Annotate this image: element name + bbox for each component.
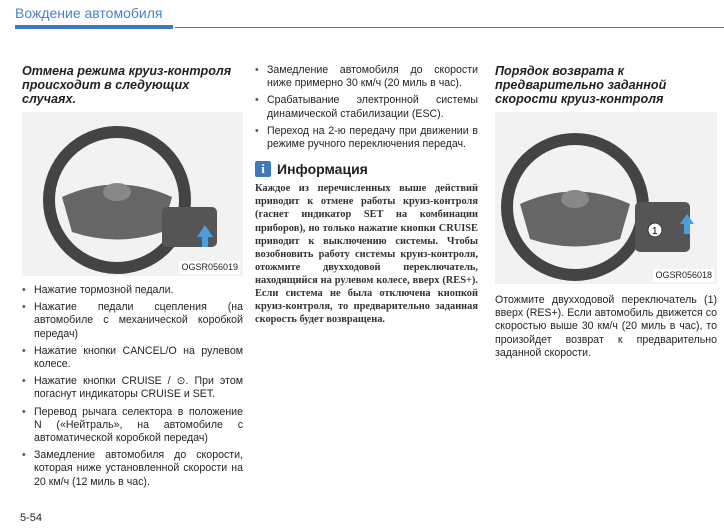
right-text: Отожмите двухходовой переключатель (1) вверх (RES+). Если автомобиль движется со скоростью выше 30 км/ч (20 миль в час), то произойдет возврат к предварительно заданной скорости. <box>495 294 717 359</box>
right-column <box>495 64 717 360</box>
info-title: Информация <box>277 160 368 177</box>
list-item: • Нажатие тормозной педали. <box>22 284 243 297</box>
left-heading: Отмена режима круиз-контроля происходит в следующих случаях. <box>22 64 232 106</box>
info-text: Каждое из перечисленных выше действий приводит к отмене работы круиз-контроля (гаснет индикатор SET на комбинации приборов), но только нажатие кнопки CRUISE приводит к выключению системы. Чтобы возобновить работу системы круиз-контроля, отожмите двухходовой переключатель, находящийся на рулевом колесе, вверх (RES+). Если система не была отключена кнопкой круиз-контроля, то предварительно заданная скорость будет возвращена. <box>255 183 478 326</box>
header-line <box>175 27 724 28</box>
steering-wheel-image <box>22 112 243 276</box>
list-item: • Замедление автомобиля до скорости ниже примерно 30 км/ч (20 миль в час). <box>255 64 478 90</box>
steering-wheel-icon <box>22 112 243 276</box>
list-item: • Срабатывание электронной системы динамической стабилизации (ESC). <box>255 94 478 120</box>
list-item: • Нажатие кнопки CRUISE / ⊙. При этом погаснут индикаторы CRUISE и SET. <box>22 375 243 401</box>
image-code: OGSR056019 <box>179 261 240 274</box>
list-item: • Замедление автомобиля до скорости, которая ниже установленной скорости на 20 км/ч (12 миль в час). <box>22 449 243 489</box>
list-item: • Переход на 2-ю передачу при движении в режиме ручного переключения передач. <box>255 125 478 151</box>
callout-label: 1 <box>652 226 658 237</box>
list-item: • Нажатие кнопки CANCEL/O на рулевом колесе. <box>22 345 243 371</box>
steering-wheel-image <box>495 112 717 284</box>
info-icon: i <box>255 161 271 177</box>
steering-wheel-icon <box>495 112 717 284</box>
header-bar <box>15 25 173 29</box>
left-column <box>22 64 243 493</box>
middle-column <box>255 64 478 326</box>
info-heading <box>255 161 478 177</box>
list-item: • Перевод рычага селектора в положение N («Нейтраль», на автомобиле с автоматической коробкой передач) <box>22 406 243 446</box>
page-number: 5-54 <box>20 512 43 524</box>
right-heading: Порядок возврата к предварительно заданной скорости круиз-контроля <box>495 64 667 106</box>
image-code: OGSR056018 <box>653 269 714 282</box>
section-title: Вождение автомобиля <box>15 5 163 21</box>
list-item: • Нажатие педали сцепления (на автомобиле с механической коробкой передач) <box>22 301 243 341</box>
